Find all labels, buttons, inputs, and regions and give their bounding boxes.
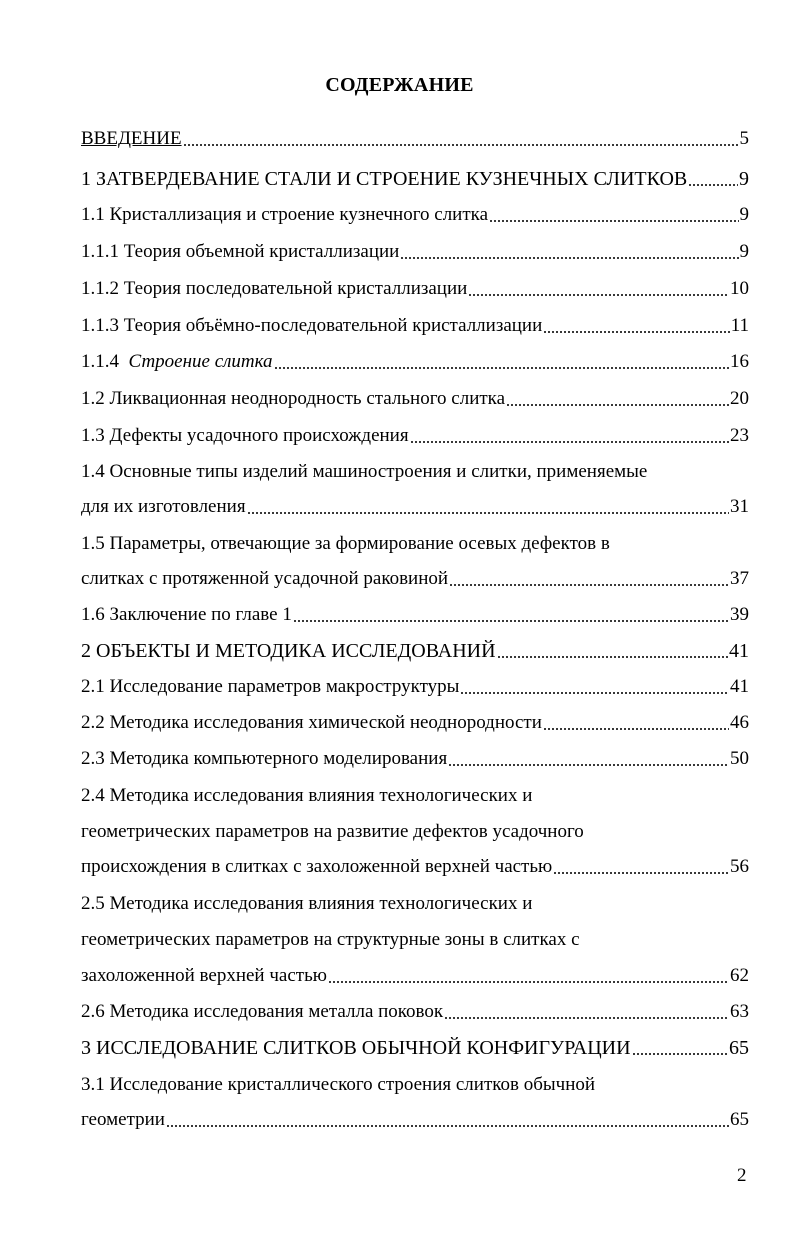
toc-entry-page: 10 xyxy=(730,278,749,299)
toc-entry-line1[interactable] xyxy=(81,1073,749,1097)
dot-leader xyxy=(183,144,739,146)
toc-entry-page: 65 xyxy=(729,1037,749,1059)
toc-entry[interactable] xyxy=(81,711,749,735)
toc-entry-text: для их изготовления xyxy=(81,496,246,517)
toc-entry-text: 1.2 Ликвационная неоднородность стального слитка xyxy=(81,388,506,409)
dot-leader xyxy=(497,656,728,658)
toc-entry-text: 2.4 Методика исследования влияния технологических и xyxy=(81,785,533,806)
toc-entry[interactable] xyxy=(81,314,749,338)
dot-leader xyxy=(460,692,729,694)
toc-entry-text: 2.5 Методика исследования влияния технологических и xyxy=(81,893,533,914)
toc-entry-text: слитках с протяженной усадочной раковиной xyxy=(81,568,449,589)
toc-entry-text: 2.3 Методика компьютерного моделирования xyxy=(81,748,448,769)
toc-entry[interactable] xyxy=(81,203,749,227)
toc-entry-text: 1.1.1 Теория объемной кристаллизации xyxy=(81,241,400,262)
toc-entry-line2[interactable] xyxy=(81,820,749,844)
toc-entry-text: захоложенной верхней частью xyxy=(81,965,327,986)
toc-entry-text: геометрических параметров на развитие дефектов усадочного xyxy=(81,821,584,842)
dot-leader xyxy=(444,1017,729,1019)
toc-entry-page: 39 xyxy=(730,604,749,625)
toc-entry[interactable] xyxy=(81,495,749,519)
dot-leader xyxy=(247,512,729,514)
toc-entry-text: 3 ИССЛЕДОВАНИЕ СЛИТКОВ ОБЫЧНОЙ КОНФИГУРАЦИИ xyxy=(81,1037,631,1059)
toc-entry-text: геометрии xyxy=(81,1109,165,1130)
toc-entry[interactable] xyxy=(81,603,749,627)
toc-entry[interactable] xyxy=(81,675,749,699)
dot-leader xyxy=(543,331,729,333)
toc-entry[interactable] xyxy=(81,387,749,411)
dot-leader xyxy=(449,584,729,586)
toc-entry-page: 46 xyxy=(730,712,749,733)
toc-entry-text: 3.1 Исследование кристаллического строения слитков обычной xyxy=(81,1074,596,1095)
dot-leader xyxy=(632,1053,728,1055)
toc-entry[interactable] xyxy=(81,424,749,448)
toc-entry-line2[interactable] xyxy=(81,928,749,952)
toc-entry-page: 5 xyxy=(739,128,749,149)
toc-entry-page: 9 xyxy=(739,168,749,190)
dot-leader xyxy=(293,620,729,622)
dot-leader xyxy=(400,257,738,259)
toc-entry-text: геометрических параметров на структурные зоны в слитках с xyxy=(81,929,580,950)
toc-entry[interactable] xyxy=(81,240,749,264)
dot-leader xyxy=(553,872,729,874)
toc-entry-text: 1.1.4 xyxy=(81,351,129,372)
toc-entry-page: 23 xyxy=(730,425,749,446)
dot-leader xyxy=(688,184,738,186)
toc-entry[interactable] xyxy=(81,639,749,663)
dot-leader xyxy=(166,1125,729,1127)
toc-entry-text: 1.4 Основные типы изделий машиностроения и слитки, применяемые xyxy=(81,461,648,482)
toc-entry-text-italic: Строение слитка xyxy=(128,351,273,372)
toc-entry-text: 2 ОБЪЕКТЫ И МЕТОДИКА ИССЛЕДОВАНИЙ xyxy=(81,640,496,662)
toc-entry[interactable] xyxy=(81,567,749,591)
toc-entry-text: 1.1 Кристаллизация и строение кузнечного слитка xyxy=(81,204,489,225)
toc-entry-text: 2.1 Исследование параметров макроструктуры xyxy=(81,676,460,697)
toc-entry-page: 9 xyxy=(739,204,749,225)
toc-entry[interactable] xyxy=(81,747,749,771)
toc-entry-page: 65 xyxy=(730,1109,749,1130)
toc-entry-page: 9 xyxy=(739,241,749,262)
toc-entry-text: 1.1.3 Теория объёмно-последовательной кристаллизации xyxy=(81,315,543,336)
toc-entry-page: 50 xyxy=(730,748,749,769)
toc-entry-line1[interactable] xyxy=(81,532,749,556)
toc-entry-text: 1.1.2 Теория последовательной кристаллизации xyxy=(81,278,468,299)
toc-entry-page: 63 xyxy=(730,1001,749,1022)
toc-entry-text: 1.5 Параметры, отвечающие за формирование осевых дефектов в xyxy=(81,533,610,554)
toc-entry-text: ВВЕДЕНИЕ xyxy=(81,128,182,149)
toc-entry-page: 16 xyxy=(730,351,749,372)
toc-entry-page: 31 xyxy=(730,496,749,517)
toc-entry-page: 56 xyxy=(730,856,749,877)
toc-entry-page: 41 xyxy=(730,676,749,697)
dot-leader xyxy=(506,404,729,406)
toc-entry[interactable] xyxy=(81,127,749,151)
toc-entry-text: 1.3 Дефекты усадочного происхождения xyxy=(81,425,409,446)
toc-entry-page: 41 xyxy=(729,640,749,662)
dot-leader xyxy=(543,728,729,730)
toc-entry[interactable] xyxy=(81,964,749,988)
toc-entry[interactable] xyxy=(81,350,749,374)
toc-entry-line1[interactable] xyxy=(81,892,749,916)
toc-entry-text: 1.6 Заключение по главе 1 xyxy=(81,604,292,625)
page-title: СОДЕРЖАНИЕ xyxy=(325,74,474,96)
toc-entry-line1[interactable] xyxy=(81,784,749,808)
toc-entry[interactable] xyxy=(81,277,749,301)
dot-leader xyxy=(410,441,729,443)
dot-leader xyxy=(274,367,729,369)
toc-entry[interactable] xyxy=(81,167,749,191)
dot-leader xyxy=(468,294,729,296)
toc-entry[interactable] xyxy=(81,1108,749,1132)
toc-entry-page: 37 xyxy=(730,568,749,589)
dot-leader xyxy=(489,220,738,222)
toc-entry[interactable] xyxy=(81,1036,749,1060)
toc-entry-page: 11 xyxy=(730,315,749,336)
toc-entry[interactable] xyxy=(81,1000,749,1024)
toc-entry-page: 20 xyxy=(730,388,749,409)
toc-entry-text: 2.6 Методика исследования металла поковок xyxy=(81,1001,444,1022)
toc-entry-page: 62 xyxy=(730,965,749,986)
toc-entry-text: происхождения в слитках с захоложенной верхней частью xyxy=(81,856,553,877)
toc-entry-text: 2.2 Методика исследования химической неоднородности xyxy=(81,712,542,733)
toc-entry-line1[interactable] xyxy=(81,460,749,484)
page-number: 2 xyxy=(737,1165,747,1186)
toc-entry-text: 1 ЗАТВЕРДЕВАНИЕ СТАЛИ И СТРОЕНИЕ КУЗНЕЧНЫХ СЛИТКОВ xyxy=(81,168,688,190)
dot-leader xyxy=(328,981,729,983)
dot-leader xyxy=(448,764,729,766)
toc-entry[interactable] xyxy=(81,855,749,879)
